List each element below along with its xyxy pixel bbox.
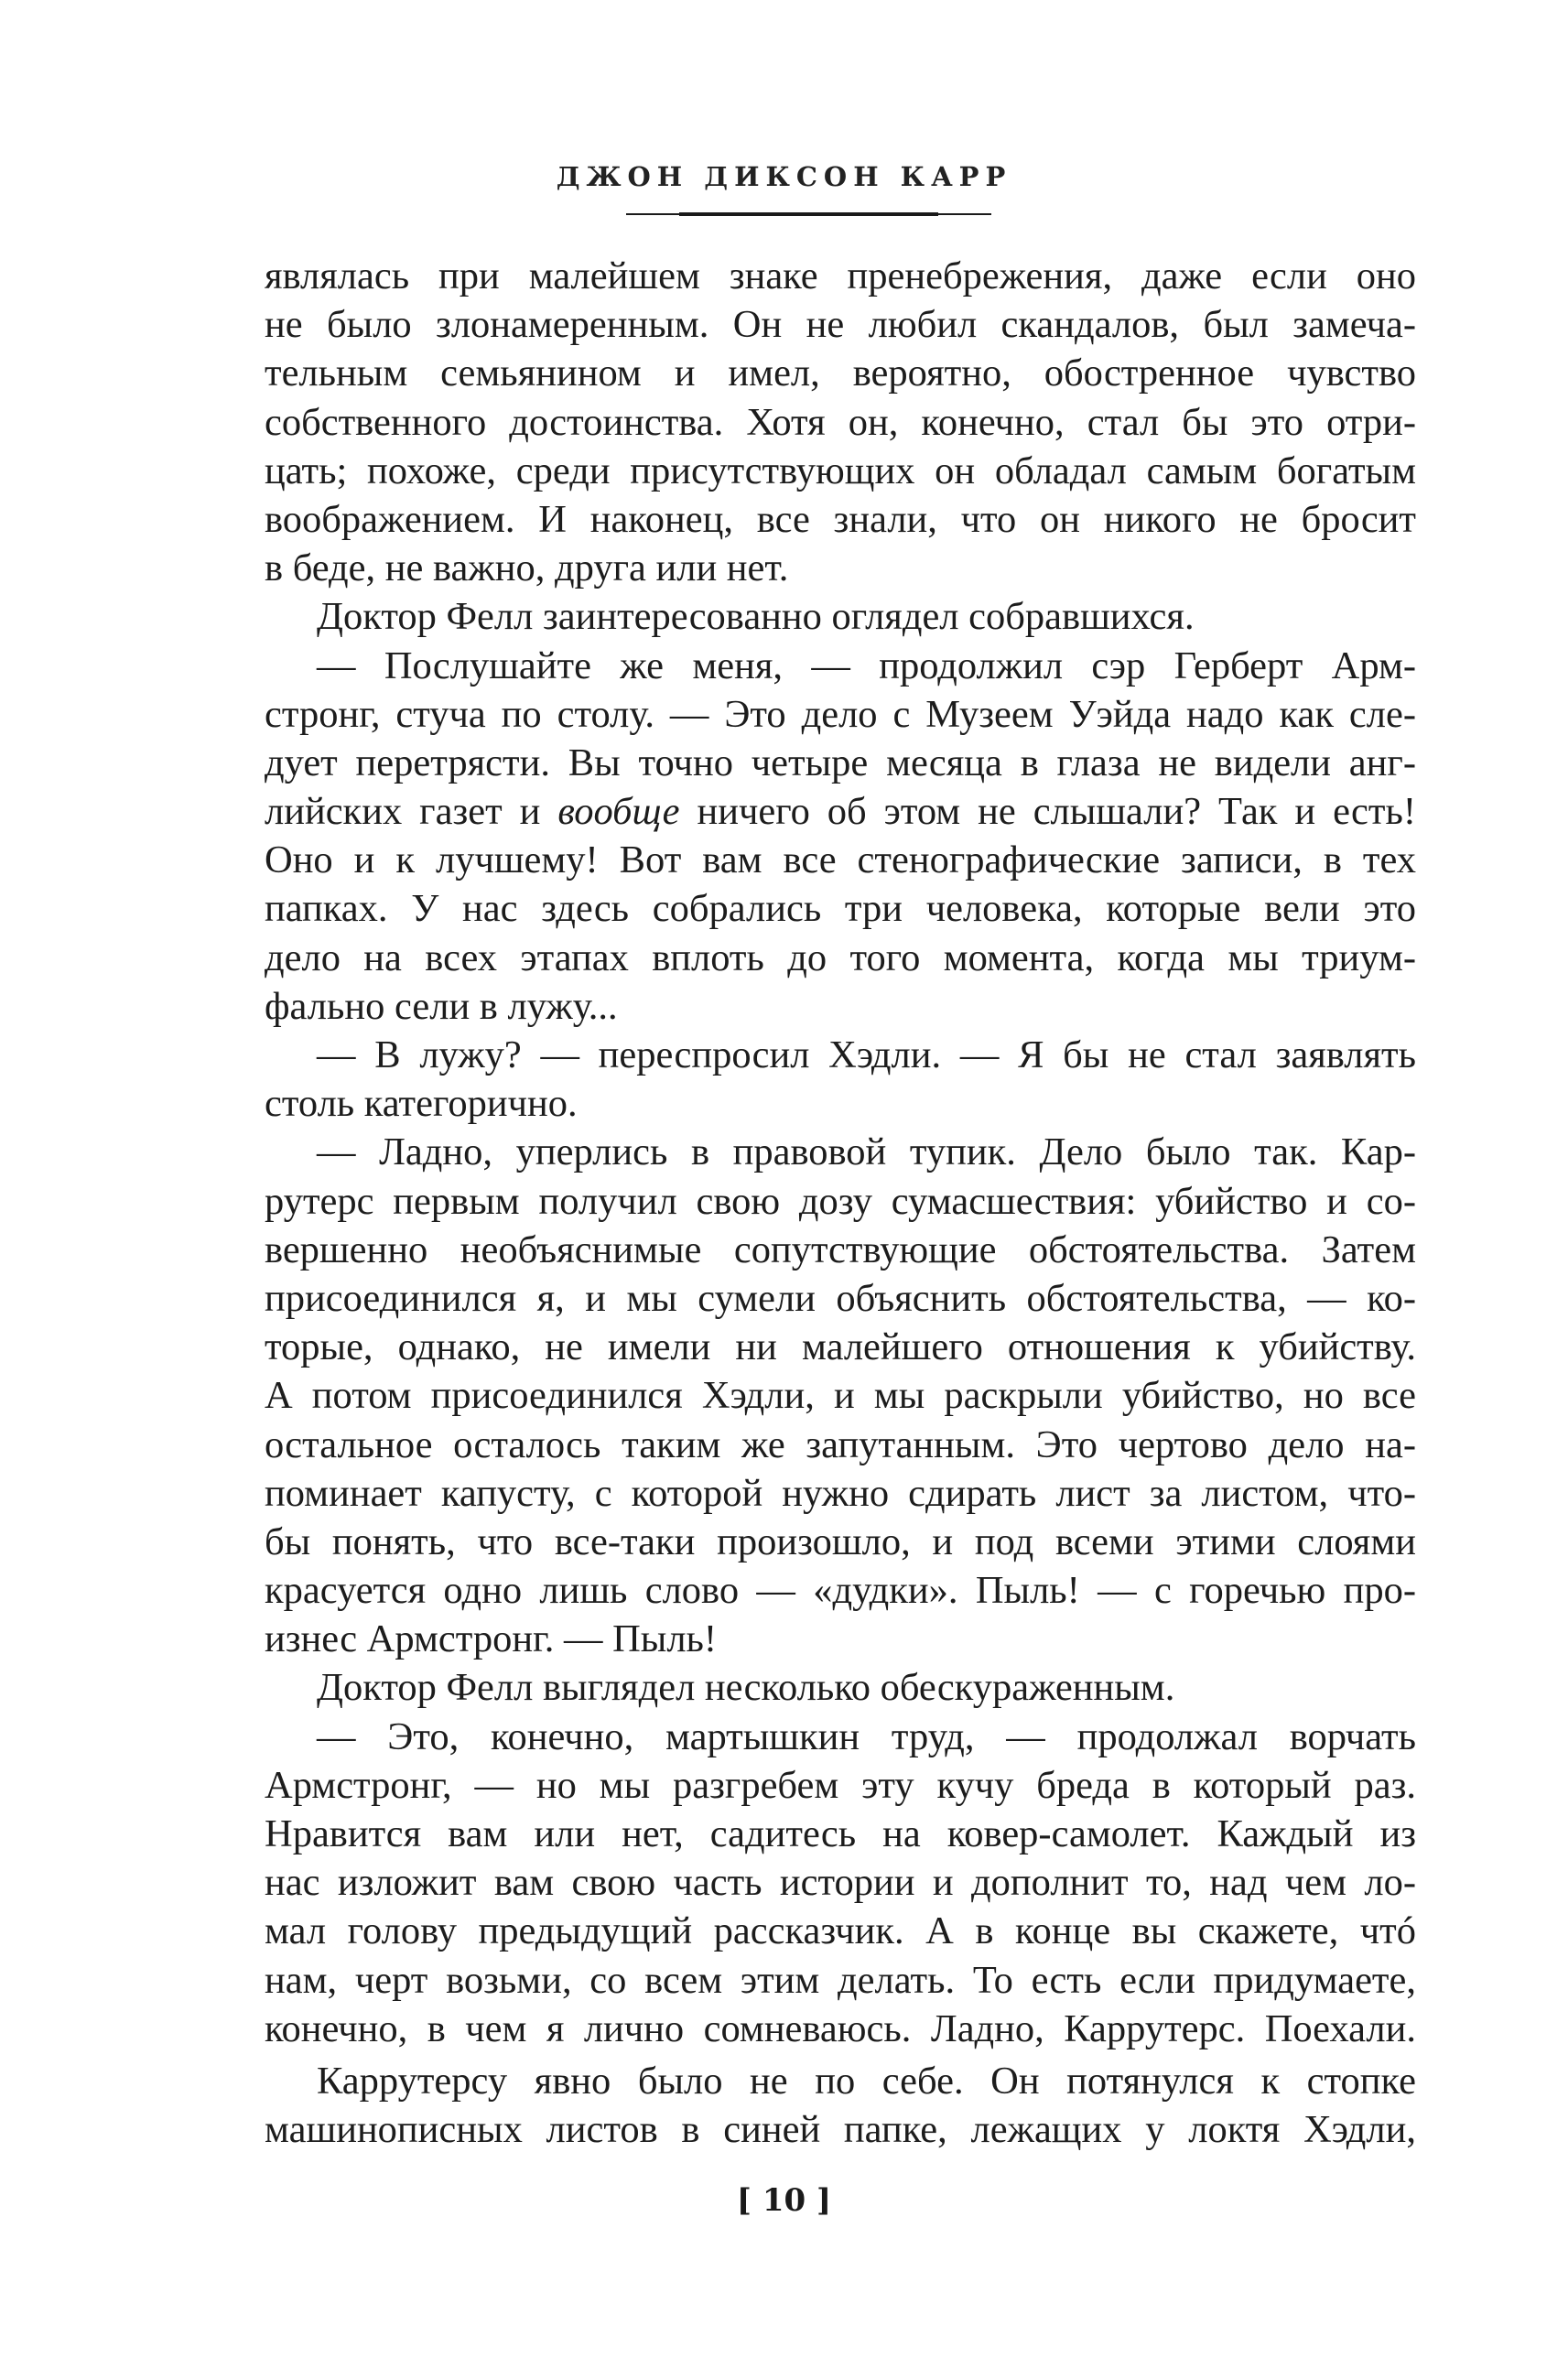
text-line: изнес Армстронг. — Пыль! (265, 1617, 718, 1661)
text-line: — Ладно, уперлись в правовой тупик. Дело было так. Кар- (317, 1130, 1416, 1174)
text-line: Доктор Фелл заинтересованно оглядел собравшихся. (317, 595, 1195, 639)
text-segment: ничего об этом не слышали? Так и есть! (679, 790, 1416, 834)
text-line: мал голову предыдущий рассказчик. А в конце вы скажете, чтó (265, 1909, 1416, 1953)
text-line: Доктор Фелл выглядел несколько обескураженным. (317, 1666, 1175, 1710)
text-line: поминает капусту, с которой нужно сдирать лист за листом, что- (265, 1471, 1416, 1515)
text-line: дует перетрясти. Вы точно четыре месяца в глаза не видели анг- (265, 741, 1416, 784)
text-line: воображением. И наконец, все знали, что он никого не бросит (265, 497, 1416, 541)
text-line: тельным семьянином и имел, вероятно, обостренное чувство (265, 351, 1416, 395)
text-line: дело на всех этапах вплоть до того момента, когда мы триум- (265, 935, 1416, 979)
text-line: папках. У нас здесь собрались три человека, которые вели это (265, 887, 1416, 931)
text-line: красуется одно лишь слово — «дудки». Пыль! — с горечью про- (265, 1569, 1416, 1613)
text-line: Армстронг, — но мы разгребем эту кучу бреда в который раз. (265, 1763, 1416, 1807)
page-number: [ 10 ] (736, 2182, 832, 2219)
text-line: фально сели в лужу... (265, 984, 618, 1028)
text-line: А потом присоединился Хэдли, и мы раскрыли убийство, но все (265, 1374, 1416, 1418)
text-line: нам, черт возьми, со всем этим делать. То есть если придумаете, (265, 1958, 1416, 2002)
text-segment: лийских газет и (265, 790, 558, 834)
text-line: цать; похоже, среди присутствующих он обладал самым богатым (265, 449, 1416, 492)
text-line: — Послушайте же меня, — продолжил сэр Герберт Арм- (317, 643, 1416, 687)
text-line: нас изложит вам свою часть истории и дополнит то, над чем ло- (265, 1861, 1416, 1905)
text-line: в беде, не важно, друга или нет. (265, 546, 789, 590)
text-line: стронг, стуча по столу. — Это дело с Музеем Уэйда надо как сле- (265, 692, 1416, 736)
text-line: не было злонамеренным. Он не любил скандалов, был замеча- (265, 303, 1416, 347)
text-line: являлась при малейшем знаке пренебрежения, даже если оно (265, 254, 1416, 297)
text-line: рутерс первым получил свою дозу сумасшествия: убийство и со- (265, 1179, 1416, 1223)
text-line: Оно и к лучшему! Вот вам все стенографические записи, в тех (265, 838, 1416, 882)
text-line: столь категорично. (265, 1082, 578, 1126)
body-text (265, 252, 1416, 2154)
text-line: — В лужу? — переспросил Хэдли. — Я бы не стал заявлять (317, 1033, 1416, 1076)
text-line: машинописных листов в синей папке, лежащих у локтя Хэдли, (265, 2108, 1416, 2152)
text-line: Каррутерсу явно было не по себе. Он потянулся к стопке (317, 2059, 1416, 2103)
text-line: собственного достоинства. Хотя он, конечно, стал бы это отри- (265, 400, 1416, 444)
text-line: конечно, в чем я лично сомневаюсь. Ладно, Каррутерс. Поехали. (265, 2006, 1416, 2050)
italic-word: вообще (557, 790, 680, 834)
text-line: бы понять, что все-таки произошло, и под всеми этими слоями (265, 1519, 1416, 1563)
text-line: присоединился я, и мы сумели объяснить обстоятельства, — ко- (265, 1276, 1416, 1320)
text-line: — Это, конечно, мартышкин труд, — продолжал ворчать (317, 1714, 1416, 1758)
running-head-rule (679, 212, 938, 216)
text-line-with-italic (265, 787, 1416, 836)
text-line: остальное осталось таким же запутанным. Это чертово дело на- (265, 1422, 1416, 1466)
running-head: ДЖОН ДИКСОН КАРР (556, 161, 1012, 192)
text-line: Нравится вам или нет, садитесь на ковер-самолет. Каждый из (265, 1812, 1416, 1855)
text-line: вершенно необъяснимые сопутствующие обстоятельства. Затем (265, 1227, 1416, 1271)
text-line: торые, однако, не имели ни малейшего отношения к убийству. (265, 1325, 1416, 1369)
